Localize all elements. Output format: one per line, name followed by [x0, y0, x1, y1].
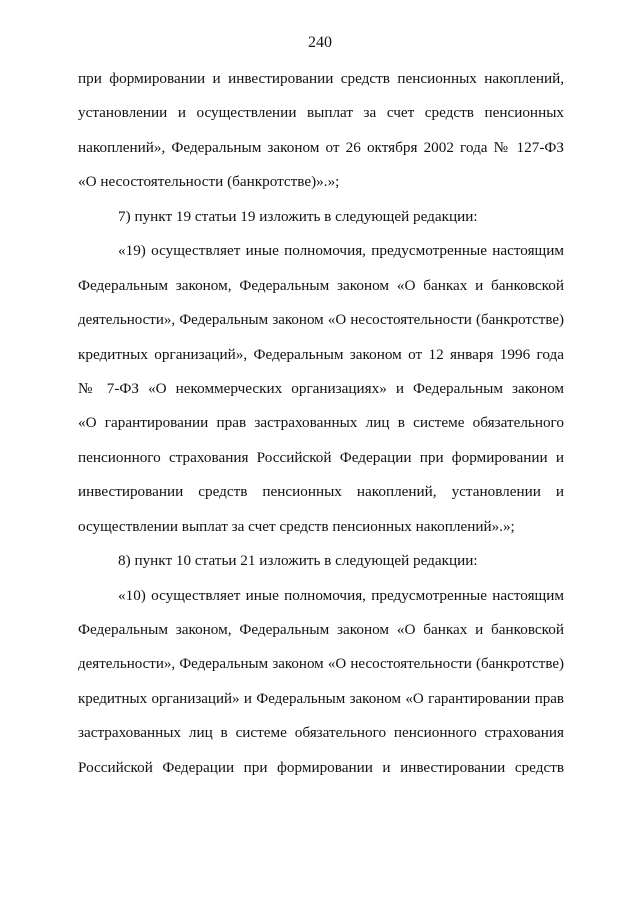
- text-line: кредитных организаций» и Федеральным законом «О гарантировании прав: [78, 690, 564, 707]
- text-line: 7) пункт 19 статьи 19 изложить в следующей редакции:: [118, 207, 478, 225]
- text-line: 8) пункт 10 статьи 21 изложить в следующей редакции:: [118, 552, 478, 570]
- text-line: при формировании и инвестировании средств пенсионных накоплений,: [78, 70, 564, 87]
- text-line: Российской Федерации при формировании и инвестировании средств: [78, 758, 564, 776]
- text-line: деятельности», Федеральным законом «О несостоятельности (банкротстве): [78, 656, 564, 673]
- text-line: кредитных организаций», Федеральным законом от 12 января 1996 года: [78, 345, 564, 363]
- text-line: пенсионного страхования Российской Федерации при формировании и: [78, 448, 564, 466]
- text-line: Федеральным законом, Федеральным законом «О банках и банковской: [78, 276, 564, 294]
- text-line: осуществлении выплат за счет средств пенсионных накоплений».»;: [78, 517, 515, 535]
- text-line: «19) осуществляет иные полномочия, предусмотренные настоящим: [118, 242, 564, 260]
- text-line: «10) осуществляет иные полномочия, предусмотренные настоящим: [118, 586, 564, 604]
- text-line: инвестировании средств пенсионных накоплений, установлении и: [78, 483, 564, 501]
- text-line: установлении и осуществлении выплат за счет средств пенсионных: [78, 104, 564, 122]
- text-line: застрахованных лиц в системе обязательного пенсионного страхования: [78, 724, 564, 742]
- page-number: 240: [308, 34, 332, 51]
- text-line: накоплений», Федеральным законом от 26 октября 2002 года № 127-ФЗ: [78, 138, 564, 156]
- text-line: Федеральным законом, Федеральным законом «О банках и банковской: [78, 621, 564, 638]
- text-line: «О гарантировании прав застрахованных лиц в системе обязательного: [78, 414, 564, 432]
- text-line: деятельности», Федеральным законом «О несостоятельности (банкротстве): [78, 312, 564, 329]
- text-line: «О несостоятельности (банкротстве)».»;: [78, 173, 340, 191]
- body-text: [78, 62, 564, 785]
- text-line: № 7-ФЗ «О некоммерческих организациях» и Федеральным законом: [78, 379, 564, 397]
